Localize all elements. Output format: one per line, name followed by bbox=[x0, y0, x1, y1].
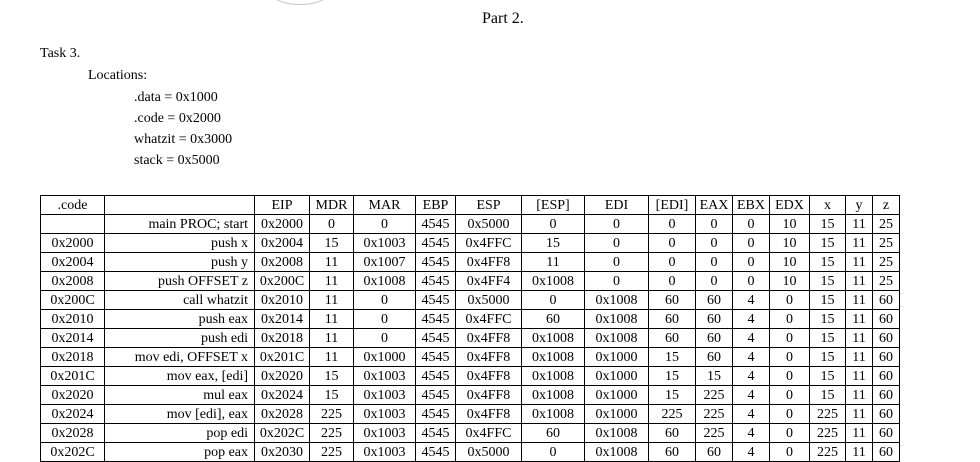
column-header: EIP bbox=[255, 196, 310, 215]
value-cell: 15 bbox=[649, 348, 696, 367]
value-cell: 60 bbox=[649, 443, 696, 462]
value-cell: 4 bbox=[733, 443, 770, 462]
value-cell: 11 bbox=[846, 367, 873, 386]
value-cell: 11 bbox=[310, 253, 354, 272]
value-cell: 0 bbox=[770, 291, 810, 310]
value-cell: 0x2020 bbox=[255, 367, 310, 386]
address-cell: 0x2010 bbox=[41, 310, 105, 329]
location-stack: stack = 0x5000 bbox=[134, 153, 220, 168]
table-row bbox=[41, 310, 900, 329]
column-header: y bbox=[846, 196, 873, 215]
instruction-cell: main PROC; start bbox=[105, 215, 255, 234]
value-cell: 60 bbox=[873, 386, 900, 405]
value-cell: 4 bbox=[733, 291, 770, 310]
location-data: .data = 0x1000 bbox=[134, 90, 218, 105]
value-cell: 11 bbox=[846, 329, 873, 348]
value-cell: 60 bbox=[522, 424, 585, 443]
value-cell: 0x1008 bbox=[522, 329, 585, 348]
value-cell: 11 bbox=[846, 272, 873, 291]
value-cell: 225 bbox=[310, 443, 354, 462]
column-header: EBX bbox=[733, 196, 770, 215]
column-header: EDI bbox=[585, 196, 649, 215]
value-cell: 0 bbox=[696, 272, 733, 291]
value-cell: 0x4FFC bbox=[456, 234, 522, 253]
value-cell: 60 bbox=[873, 329, 900, 348]
value-cell: 11 bbox=[522, 253, 585, 272]
value-cell: 15 bbox=[810, 310, 846, 329]
instruction-cell: mov [edi], eax bbox=[105, 405, 255, 424]
value-cell: 225 bbox=[696, 405, 733, 424]
value-cell: 60 bbox=[696, 329, 733, 348]
value-cell: 0x2024 bbox=[255, 386, 310, 405]
value-cell: 225 bbox=[310, 405, 354, 424]
instruction-cell: mul eax bbox=[105, 386, 255, 405]
value-cell: 0 bbox=[770, 405, 810, 424]
value-cell: 4545 bbox=[416, 424, 456, 443]
value-cell: 15 bbox=[310, 386, 354, 405]
value-cell: 4 bbox=[733, 310, 770, 329]
value-cell: 0 bbox=[770, 424, 810, 443]
value-cell: 225 bbox=[696, 424, 733, 443]
value-cell: 4545 bbox=[416, 234, 456, 253]
value-cell: 0x4FFC bbox=[456, 310, 522, 329]
table-row bbox=[41, 367, 900, 386]
value-cell: 0x1003 bbox=[354, 367, 416, 386]
value-cell: 0x202C bbox=[255, 424, 310, 443]
value-cell: 0x1008 bbox=[522, 386, 585, 405]
value-cell: 15 bbox=[810, 253, 846, 272]
value-cell: 0 bbox=[770, 367, 810, 386]
address-cell: 0x2018 bbox=[41, 348, 105, 367]
value-cell: 0x4FF8 bbox=[456, 367, 522, 386]
locations-list bbox=[134, 89, 232, 173]
value-cell: 60 bbox=[696, 291, 733, 310]
address-cell: 0x2014 bbox=[41, 329, 105, 348]
table-row bbox=[41, 405, 900, 424]
value-cell: 0 bbox=[770, 348, 810, 367]
table-row bbox=[41, 386, 900, 405]
instruction-cell: push y bbox=[105, 253, 255, 272]
value-cell: 11 bbox=[846, 234, 873, 253]
value-cell: 0x1007 bbox=[354, 253, 416, 272]
value-cell: 0 bbox=[522, 443, 585, 462]
table-row bbox=[41, 291, 900, 310]
value-cell: 60 bbox=[873, 291, 900, 310]
value-cell: 0x2004 bbox=[255, 234, 310, 253]
value-cell: 60 bbox=[649, 291, 696, 310]
value-cell: 15 bbox=[696, 367, 733, 386]
value-cell: 11 bbox=[846, 215, 873, 234]
value-cell: 4545 bbox=[416, 405, 456, 424]
value-cell: 15 bbox=[810, 348, 846, 367]
value-cell: 0 bbox=[310, 215, 354, 234]
value-cell: 4545 bbox=[416, 386, 456, 405]
value-cell: 0x1000 bbox=[354, 348, 416, 367]
table-row bbox=[41, 234, 900, 253]
value-cell: 0 bbox=[770, 443, 810, 462]
address-cell: 0x201C bbox=[41, 367, 105, 386]
value-cell: 0x1008 bbox=[585, 310, 649, 329]
column-header: x bbox=[810, 196, 846, 215]
table-row bbox=[41, 329, 900, 348]
column-header: MDR bbox=[310, 196, 354, 215]
value-cell: 0x1008 bbox=[522, 272, 585, 291]
value-cell: 0x2000 bbox=[255, 215, 310, 234]
value-cell: 0 bbox=[585, 253, 649, 272]
address-cell: 0x2000 bbox=[41, 234, 105, 253]
value-cell: 0 bbox=[585, 215, 649, 234]
value-cell: 0x2014 bbox=[255, 310, 310, 329]
value-cell: 4545 bbox=[416, 253, 456, 272]
value-cell: 0x1008 bbox=[585, 291, 649, 310]
value-cell: 60 bbox=[873, 310, 900, 329]
value-cell: 0 bbox=[354, 291, 416, 310]
address-cell: 0x2028 bbox=[41, 424, 105, 443]
location-whatzit: whatzit = 0x3000 bbox=[134, 132, 233, 147]
value-cell: 4 bbox=[733, 367, 770, 386]
value-cell: 4 bbox=[733, 405, 770, 424]
value-cell: 11 bbox=[846, 424, 873, 443]
value-cell: 4545 bbox=[416, 329, 456, 348]
table-row bbox=[41, 348, 900, 367]
value-cell: 0x5000 bbox=[456, 215, 522, 234]
column-header: EAX bbox=[696, 196, 733, 215]
value-cell: 4545 bbox=[416, 272, 456, 291]
value-cell: 60 bbox=[649, 329, 696, 348]
value-cell: 0x200C bbox=[255, 272, 310, 291]
table-row bbox=[41, 424, 900, 443]
column-header: [EDI] bbox=[649, 196, 696, 215]
value-cell: 4545 bbox=[416, 310, 456, 329]
value-cell: 0x1008 bbox=[585, 329, 649, 348]
instruction-cell: pop edi bbox=[105, 424, 255, 443]
value-cell: 60 bbox=[522, 310, 585, 329]
value-cell: 0 bbox=[354, 215, 416, 234]
value-cell: 11 bbox=[846, 386, 873, 405]
value-cell: 0x1003 bbox=[354, 234, 416, 253]
value-cell: 0x1008 bbox=[585, 443, 649, 462]
value-cell: 0x4FF4 bbox=[456, 272, 522, 291]
value-cell: 0 bbox=[649, 234, 696, 253]
value-cell: 11 bbox=[846, 291, 873, 310]
value-cell: 4 bbox=[733, 424, 770, 443]
part-title: Part 2. bbox=[482, 10, 524, 27]
value-cell: 4 bbox=[733, 329, 770, 348]
value-cell: 225 bbox=[810, 443, 846, 462]
value-cell: 0x1008 bbox=[522, 348, 585, 367]
column-header: .code bbox=[41, 196, 105, 215]
value-cell: 0 bbox=[522, 291, 585, 310]
value-cell: 15 bbox=[649, 386, 696, 405]
value-cell: 11 bbox=[310, 329, 354, 348]
table-row bbox=[41, 272, 900, 291]
table-row bbox=[41, 215, 900, 234]
value-cell: 60 bbox=[696, 348, 733, 367]
value-cell: 4545 bbox=[416, 367, 456, 386]
address-cell: 0x2024 bbox=[41, 405, 105, 424]
value-cell: 15 bbox=[810, 386, 846, 405]
value-cell: 0 bbox=[585, 234, 649, 253]
instruction-cell: call whatzit bbox=[105, 291, 255, 310]
value-cell: 0x4FF8 bbox=[456, 348, 522, 367]
value-cell: 0x2030 bbox=[255, 443, 310, 462]
value-cell: 11 bbox=[846, 253, 873, 272]
value-cell: 225 bbox=[696, 386, 733, 405]
value-cell: 10 bbox=[770, 215, 810, 234]
value-cell: 0x1008 bbox=[522, 405, 585, 424]
value-cell: 0 bbox=[770, 329, 810, 348]
value-cell: 60 bbox=[649, 310, 696, 329]
instruction-cell: mov edi, OFFSET x bbox=[105, 348, 255, 367]
value-cell: 0x1003 bbox=[354, 386, 416, 405]
value-cell: 60 bbox=[873, 424, 900, 443]
table-row bbox=[41, 253, 900, 272]
value-cell: 60 bbox=[873, 348, 900, 367]
value-cell: 0x4FF8 bbox=[456, 405, 522, 424]
value-cell: 15 bbox=[522, 234, 585, 253]
column-header: MAR bbox=[354, 196, 416, 215]
value-cell: 11 bbox=[310, 348, 354, 367]
locations-label: Locations: bbox=[88, 68, 148, 83]
value-cell: 60 bbox=[696, 310, 733, 329]
value-cell: 0 bbox=[733, 215, 770, 234]
value-cell: 60 bbox=[873, 367, 900, 386]
value-cell: 0 bbox=[354, 329, 416, 348]
value-cell: 0x2010 bbox=[255, 291, 310, 310]
task-label: Task 3. bbox=[40, 46, 81, 61]
value-cell: 0x1008 bbox=[522, 367, 585, 386]
value-cell: 0x1008 bbox=[585, 424, 649, 443]
value-cell: 225 bbox=[310, 424, 354, 443]
value-cell: 60 bbox=[873, 443, 900, 462]
instruction-cell: push OFFSET z bbox=[105, 272, 255, 291]
location-code: .code = 0x2000 bbox=[134, 111, 221, 126]
value-cell: 0 bbox=[649, 215, 696, 234]
value-cell: 0 bbox=[522, 215, 585, 234]
value-cell: 15 bbox=[810, 367, 846, 386]
value-cell: 0x1000 bbox=[585, 367, 649, 386]
value-cell: 11 bbox=[310, 272, 354, 291]
value-cell: 0x1003 bbox=[354, 405, 416, 424]
value-cell: 4545 bbox=[416, 215, 456, 234]
value-cell: 225 bbox=[810, 405, 846, 424]
value-cell: 15 bbox=[810, 272, 846, 291]
value-cell: 0 bbox=[649, 272, 696, 291]
value-cell: 11 bbox=[846, 443, 873, 462]
value-cell: 0 bbox=[696, 215, 733, 234]
value-cell: 0 bbox=[770, 386, 810, 405]
value-cell: 10 bbox=[770, 253, 810, 272]
table-header bbox=[41, 196, 900, 215]
value-cell: 15 bbox=[810, 329, 846, 348]
value-cell: 15 bbox=[810, 234, 846, 253]
value-cell: 0 bbox=[733, 234, 770, 253]
value-cell: 0 bbox=[733, 272, 770, 291]
address-cell: 0x202C bbox=[41, 443, 105, 462]
value-cell: 60 bbox=[696, 443, 733, 462]
value-cell: 0x1000 bbox=[585, 405, 649, 424]
value-cell: 0x5000 bbox=[456, 443, 522, 462]
value-cell: 0 bbox=[696, 234, 733, 253]
header-row bbox=[41, 196, 900, 215]
value-cell: 0x1008 bbox=[354, 272, 416, 291]
column-header: ESP bbox=[456, 196, 522, 215]
value-cell: 0 bbox=[696, 253, 733, 272]
instruction-cell: push edi bbox=[105, 329, 255, 348]
value-cell: 0x2008 bbox=[255, 253, 310, 272]
value-cell: 11 bbox=[846, 348, 873, 367]
address-cell: 0x2004 bbox=[41, 253, 105, 272]
value-cell: 11 bbox=[846, 310, 873, 329]
value-cell: 0x1000 bbox=[585, 348, 649, 367]
instruction-cell: push x bbox=[105, 234, 255, 253]
value-cell: 0 bbox=[733, 253, 770, 272]
value-cell: 4545 bbox=[416, 443, 456, 462]
instruction-cell: pop eax bbox=[105, 443, 255, 462]
value-cell: 0 bbox=[354, 310, 416, 329]
table-body bbox=[41, 215, 900, 462]
value-cell: 25 bbox=[873, 234, 900, 253]
value-cell: 15 bbox=[649, 367, 696, 386]
value-cell: 60 bbox=[873, 405, 900, 424]
value-cell: 4545 bbox=[416, 291, 456, 310]
value-cell: 0x4FF8 bbox=[456, 253, 522, 272]
address-cell: 0x2008 bbox=[41, 272, 105, 291]
value-cell: 60 bbox=[649, 424, 696, 443]
value-cell: 0x201C bbox=[255, 348, 310, 367]
value-cell: 225 bbox=[810, 424, 846, 443]
column-header: EBP bbox=[416, 196, 456, 215]
column-header: [ESP] bbox=[522, 196, 585, 215]
instruction-cell: push eax bbox=[105, 310, 255, 329]
value-cell: 0x4FF8 bbox=[456, 329, 522, 348]
value-cell: 15 bbox=[310, 367, 354, 386]
value-cell: 0x1003 bbox=[354, 443, 416, 462]
value-cell: 225 bbox=[649, 405, 696, 424]
value-cell: 0 bbox=[770, 310, 810, 329]
value-cell: 25 bbox=[873, 272, 900, 291]
value-cell: 0x1003 bbox=[354, 424, 416, 443]
table-row bbox=[41, 443, 900, 462]
value-cell: 15 bbox=[310, 234, 354, 253]
column-header: z bbox=[873, 196, 900, 215]
decorative-arc bbox=[268, 0, 332, 5]
value-cell: 25 bbox=[873, 215, 900, 234]
value-cell: 15 bbox=[810, 291, 846, 310]
column-header bbox=[105, 196, 255, 215]
value-cell: 15 bbox=[810, 215, 846, 234]
value-cell: 0x1000 bbox=[585, 386, 649, 405]
register-trace-table bbox=[40, 195, 900, 462]
value-cell: 0x5000 bbox=[456, 291, 522, 310]
value-cell: 0x4FF8 bbox=[456, 386, 522, 405]
value-cell: 11 bbox=[846, 405, 873, 424]
value-cell: 11 bbox=[310, 310, 354, 329]
value-cell: 0 bbox=[649, 253, 696, 272]
value-cell: 4 bbox=[733, 348, 770, 367]
address-cell: 0x200C bbox=[41, 291, 105, 310]
instruction-cell: mov eax, [edi] bbox=[105, 367, 255, 386]
value-cell: 25 bbox=[873, 253, 900, 272]
value-cell: 0x2028 bbox=[255, 405, 310, 424]
value-cell: 0 bbox=[585, 272, 649, 291]
value-cell: 0x4FFC bbox=[456, 424, 522, 443]
value-cell: 4 bbox=[733, 386, 770, 405]
address-cell: 0x2020 bbox=[41, 386, 105, 405]
value-cell: 11 bbox=[310, 291, 354, 310]
value-cell: 4545 bbox=[416, 348, 456, 367]
value-cell: 10 bbox=[770, 272, 810, 291]
value-cell: 0x2018 bbox=[255, 329, 310, 348]
column-header: EDX bbox=[770, 196, 810, 215]
value-cell: 10 bbox=[770, 234, 810, 253]
address-cell bbox=[41, 215, 105, 234]
